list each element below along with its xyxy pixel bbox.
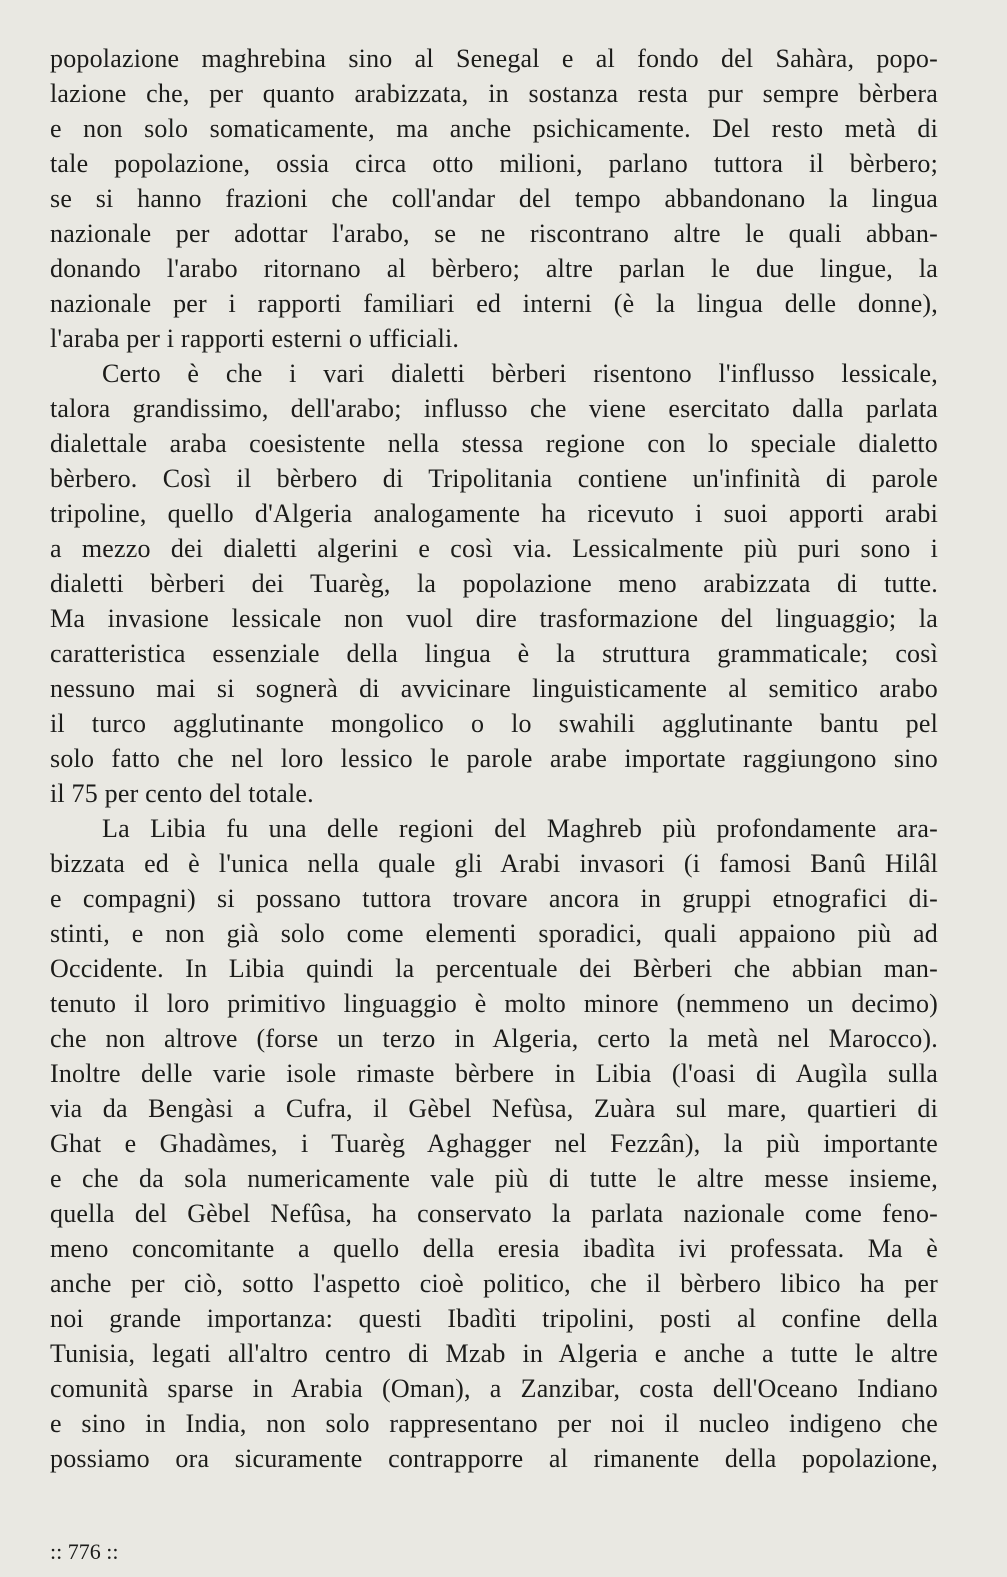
text-line: Tunisia, legati all'altro centro di Mzab in Algeria e anche a tutte le altre bbox=[50, 1339, 938, 1368]
text-line: e non solo somaticamente, ma anche psichicamente. Del resto metà di bbox=[50, 114, 938, 143]
page-body bbox=[50, 42, 938, 1522]
text-line: il turco agglutinante mongolico o lo swahili agglutinante bantu pel bbox=[50, 709, 938, 738]
text-line: il 75 per cento del totale. bbox=[50, 779, 314, 808]
text-line: bizzata ed è l'unica nella quale gli Arabi invasori (i famosi Banû Hilâl bbox=[50, 849, 938, 878]
text-line: solo fatto che nel loro lessico le parole arabe importate raggiungono sino bbox=[50, 744, 938, 773]
text-line: comunità sparse in Arabia (Oman), a Zanzibar, costa dell'Oceano Indiano bbox=[50, 1374, 938, 1403]
text-line: e sino in India, non solo rappresentano per noi il nucleo indigeno che bbox=[50, 1409, 938, 1438]
text-line: lazione che, per quanto arabizzata, in sostanza resta pur sempre bèrbera bbox=[50, 79, 938, 108]
text-line: stinti, e non già solo come elementi sporadici, quali appaiono più ad bbox=[50, 919, 938, 948]
text-line: donando l'arabo ritornano al bèrbero; altre parlan le due lingue, la bbox=[50, 254, 938, 283]
text-line: meno concomitante a quello della eresia ibadìta ivi professata. Ma è bbox=[50, 1234, 938, 1263]
text-line: e che da sola numericamente vale più di tutte le altre messe insieme, bbox=[50, 1164, 938, 1193]
text-line: dialetti bèrberi dei Tuarèg, la popolazione meno arabizzata di tutte. bbox=[50, 569, 938, 598]
text-line: tripoline, quello d'Algeria analogamente ha ricevuto i suoi apporti arabi bbox=[50, 499, 938, 528]
text-line: dialettale araba coesistente nella stessa regione con lo speciale dialetto bbox=[50, 429, 938, 458]
text-line: tenuto il loro primitivo linguaggio è molto minore (nemmeno un decimo) bbox=[50, 989, 938, 1018]
paragraph-first-line: Certo è che i vari dialetti bèrberi risentono l'influsso lessicale, bbox=[102, 359, 938, 388]
text-line: nazionale per i rapporti familiari ed interni (è la lingua delle donne), bbox=[50, 289, 938, 318]
text-line: a mezzo dei dialetti algerini e così via. Lessicalmente più puri sono i bbox=[50, 534, 938, 563]
text-line: possiamo ora sicuramente contrapporre al rimanente della popolazione, bbox=[50, 1444, 938, 1473]
text-line: nessuno mai si sognerà di avvicinare linguisticamente al semitico arabo bbox=[50, 674, 938, 703]
text-line: bèrbero. Così il bèrbero di Tripolitania contiene un'infinità di parole bbox=[50, 464, 938, 493]
page-number: :: 776 :: bbox=[50, 1539, 119, 1564]
text-line: via da Bengàsi a Cufra, il Gèbel Nefùsa, Zuàra sul mare, quartieri di bbox=[50, 1094, 938, 1123]
text-line: tale popolazione, ossia circa otto milioni, parlano tuttora il bèrbero; bbox=[50, 149, 938, 178]
text-line: che non altrove (forse un terzo in Algeria, certo la metà nel Marocco). bbox=[50, 1024, 938, 1053]
paragraph-first-line: La Libia fu una delle regioni del Maghreb più profondamente ara- bbox=[102, 814, 938, 843]
text-line: anche per ciò, sotto l'aspetto cioè politico, che il bèrbero libico ha per bbox=[50, 1269, 938, 1298]
text-line: caratteristica essenziale della lingua è la struttura grammaticale; così bbox=[50, 639, 938, 668]
text-line: popolazione maghrebina sino al Senegal e al fondo del Sahàra, popo- bbox=[50, 44, 938, 73]
text-line: noi grande importanza: questi Ibadìti tripolini, posti al confine della bbox=[50, 1304, 938, 1333]
text-line: Occidente. In Libia quindi la percentuale dei Bèrberi che abbian man- bbox=[50, 954, 938, 983]
text-line: e compagni) si possano tuttora trovare ancora in gruppi etnografici di- bbox=[50, 884, 938, 913]
text-line: Ma invasione lessicale non vuol dire trasformazione del linguaggio; la bbox=[50, 604, 938, 633]
text-line: quella del Gèbel Nefûsa, ha conservato la parlata nazionale come feno- bbox=[50, 1199, 938, 1228]
text-line: Inoltre delle varie isole rimaste bèrbere in Libia (l'oasi di Augìla sulla bbox=[50, 1059, 938, 1088]
text-line: talora grandissimo, dell'arabo; influsso che viene esercitato dalla parlata bbox=[50, 394, 938, 423]
text-line: Ghat e Ghadàmes, i Tuarèg Aghagger nel Fezzân), la più importante bbox=[50, 1129, 938, 1158]
text-line: se si hanno frazioni che coll'andar del tempo abbandonano la lingua bbox=[50, 184, 938, 213]
text-line: l'araba per i rapporti esterni o ufficiali. bbox=[50, 324, 460, 353]
text-line: nazionale per adottar l'arabo, se ne riscontrano altre le quali abban- bbox=[50, 219, 938, 248]
